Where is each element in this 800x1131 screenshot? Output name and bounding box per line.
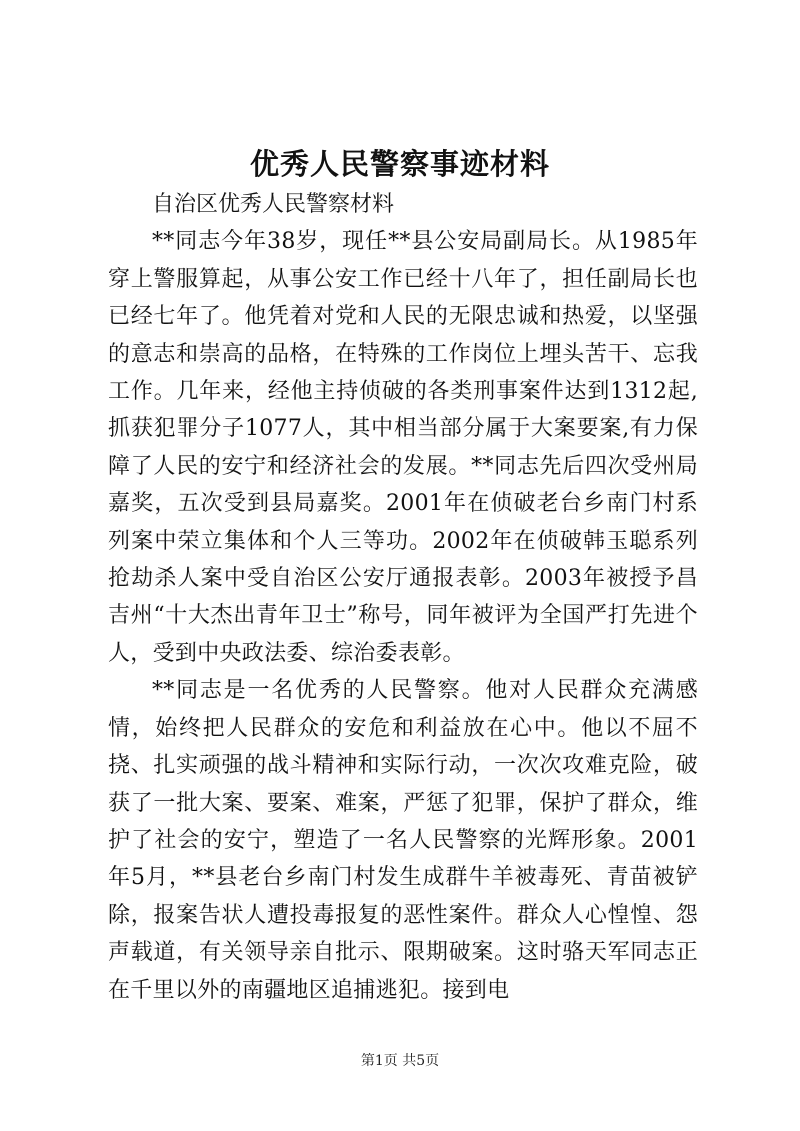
paragraph-2: **同志是一名优秀的人民警察。他对人民群众充满感情，始终把人民群众的安危和利益放在心中。他以不屈不挠、扎实顽强的战斗精神和实际行动，一次次攻难克险，破获了一批大案、要案、难案，严惩了犯罪，保护了群众，维护了社会的安宁，塑造了一名人民警察的光辉形象。2001年5月，**县老台乡南门村发生成群牛羊被毒死、青苗被铲除，报案告状人遭投毒报复的恶性案件。群众人心惶惶、怨声载道，有关领导亲自批示、限期破案。这时骆天军同志正在千里以外的南疆地区追捕逃犯。接到电	[108, 678, 698, 1003]
page-footer: 第1页 共5页	[360, 1053, 440, 1069]
document-title: 优秀人民警察事迹材料	[249, 147, 550, 181]
paragraph-1: **同志今年38岁，现任**县公安局副局长。从1985年穿上警服算起，从事公安工作已经十八年了，担任副局长也已经七年了。他凭着对党和人民的无限忠诚和热爱，以坚强的意志和崇高的品格，在特殊的工作岗位上埋头苦干、忘我工作。几年来，经他主持侦破的各类刑事案件达到1312起,抓获犯罪分子1077人，其中相当部分属于大案要案,有力保障了人民的安宁和经济社会的发展。**同志先后四次受州局嘉奖，五次受到县局嘉奖。2001年在侦破老台乡南门村系列案中荣立集体和个人三等功。2002年在侦破韩玉聪系列抢劫杀人案中受自治区公安厅通报表彰。2003年被授予昌吉州“十大杰出青年卫士”称号，同年被评为全国严打先进个人，受到中央政法委、综治委表彰。	[108, 229, 698, 666]
document-subtitle: 自治区优秀人民警察材料	[152, 192, 395, 217]
document-body	[108, 186, 698, 1009]
